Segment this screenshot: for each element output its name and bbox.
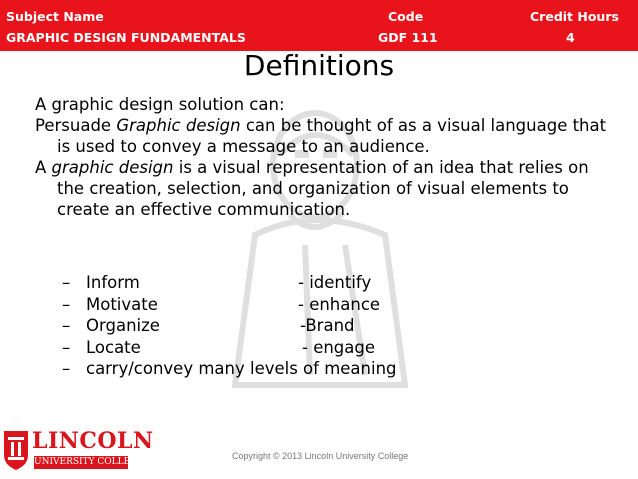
slide-header bbox=[0, 0, 638, 51]
persuade-prefix: Persuade bbox=[35, 116, 117, 135]
bullet-dash: – bbox=[62, 316, 71, 335]
bullet-list bbox=[62, 272, 462, 380]
code-value: GDF 111 bbox=[378, 30, 438, 45]
persuade-line1: can be thought of as a visual language that bbox=[240, 116, 607, 135]
definition-line1: is a visual representation of an idea that relies on bbox=[173, 158, 589, 177]
definition-line2: the creation, selection, and organization of visual elements to bbox=[57, 179, 569, 198]
shield-icon bbox=[2, 429, 30, 471]
slide-title: Definitions bbox=[243, 49, 395, 82]
graphic-design-definition bbox=[35, 157, 630, 178]
credit-hours-value: 4 bbox=[566, 30, 575, 45]
list-item bbox=[62, 315, 462, 337]
bullet-right: -Brand bbox=[300, 316, 355, 335]
lincoln-logo bbox=[0, 426, 154, 476]
subject-name-value: GRAPHIC DESIGN FUNDAMENTALS bbox=[6, 30, 246, 45]
bullet-left: Locate bbox=[86, 337, 141, 357]
definition-prefix: A bbox=[35, 158, 52, 177]
bullet-dash: – bbox=[62, 273, 71, 292]
intro-line: A graphic design solution can: bbox=[35, 95, 285, 114]
logo-subtitle: UNIVERSITY COLLEGE bbox=[34, 457, 144, 467]
list-item bbox=[62, 272, 462, 294]
bullet-left: Motivate bbox=[86, 294, 158, 314]
code-label: Code bbox=[388, 9, 424, 24]
subject-name-label: Subject Name bbox=[6, 9, 104, 24]
bullet-left: Organize bbox=[86, 316, 160, 335]
definition-emphasis: graphic design bbox=[51, 158, 174, 177]
bullet-left: Inform bbox=[86, 273, 140, 292]
credit-hours-label: Credit Hours bbox=[530, 9, 619, 24]
bullet-dash: – bbox=[62, 359, 71, 378]
definition-line3: create an effective communication. bbox=[57, 200, 351, 219]
bullet-right: - engage bbox=[302, 337, 376, 357]
list-item bbox=[62, 294, 462, 316]
persuade-definition bbox=[35, 115, 630, 136]
definition-text bbox=[35, 94, 630, 220]
bullet-right: - enhance bbox=[298, 294, 381, 314]
persuade-line2: is used to convey a message to an audience. bbox=[57, 137, 430, 156]
list-item bbox=[62, 358, 462, 380]
persuade-emphasis: Graphic design bbox=[116, 116, 241, 135]
logo-wordmark: LINCOLN bbox=[32, 428, 154, 454]
bullet-left: carry/convey many levels of meaning bbox=[86, 359, 397, 378]
bullet-dash: – bbox=[62, 294, 71, 314]
copyright-notice: Copyright © 2013 Lincoln University College bbox=[232, 451, 409, 461]
list-item bbox=[62, 337, 462, 359]
bullet-right: - identify bbox=[298, 273, 372, 292]
bullet-dash: – bbox=[62, 337, 71, 357]
